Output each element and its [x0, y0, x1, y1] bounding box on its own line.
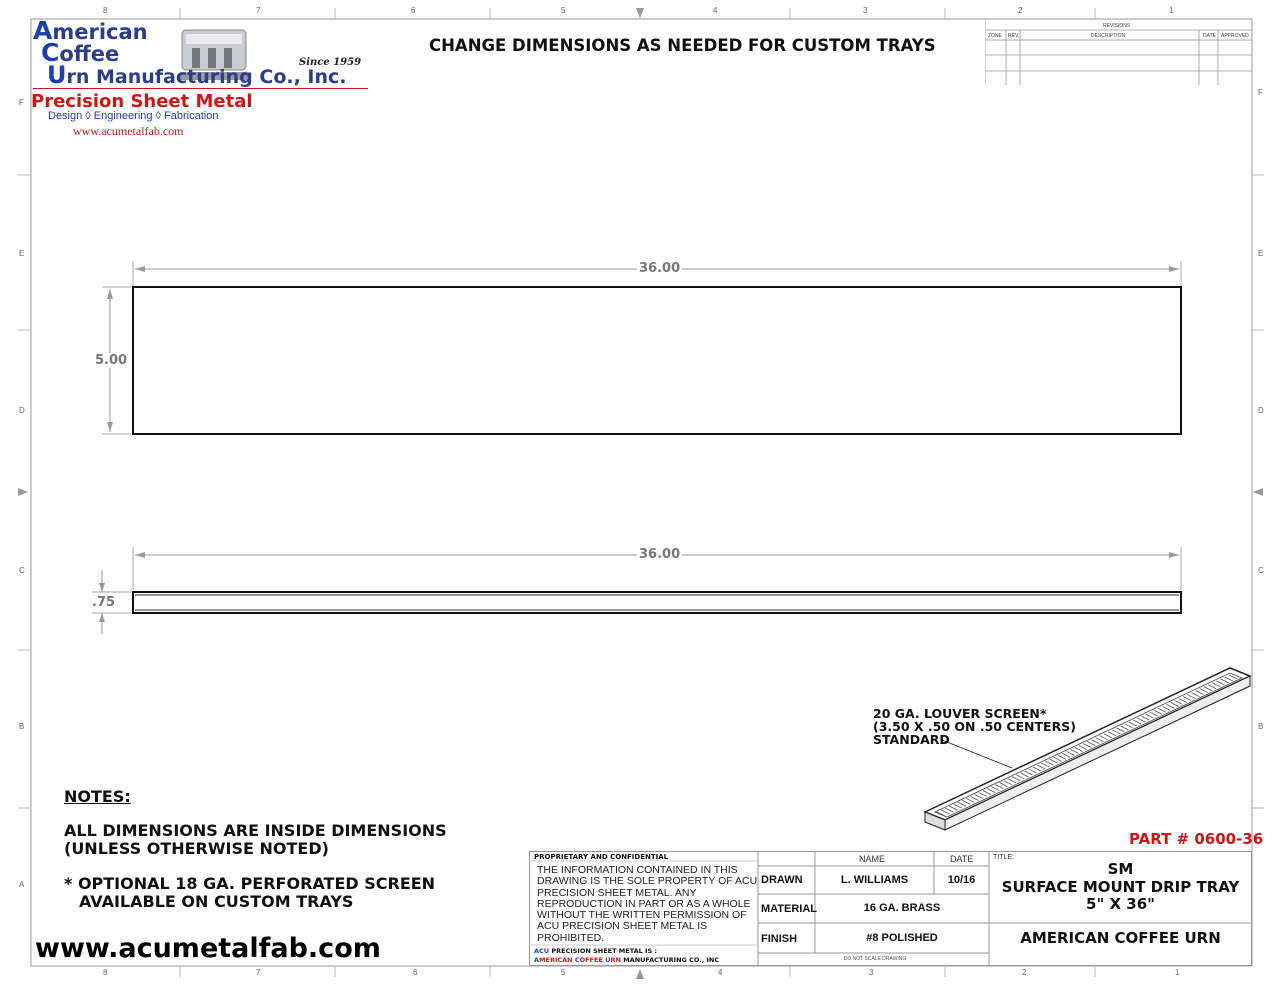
notes-line4: AVAILABLE ON CUSTOM TRAYS [79, 892, 354, 911]
top-width-dimension: 5.00 [95, 353, 128, 368]
logo-url: www.acumetalfab.com [73, 124, 184, 138]
zone-label: 2 [1018, 6, 1023, 15]
part-number: PART # 0600-36 [1129, 830, 1264, 848]
zone-label: 3 [863, 6, 868, 15]
drawn-label: DRAWN [761, 874, 803, 886]
logo-cap-c: C [41, 38, 60, 67]
company-part-g: MANUFACTURING CO., INC [620, 956, 720, 964]
material-value: 16 GA. BRASS [863, 902, 941, 914]
rev-col-date: DATE [1203, 33, 1216, 39]
notes-block [64, 788, 447, 911]
zone-label: F [19, 98, 24, 107]
logo-services: Design ◊ Engineering ◊ Fabrication [48, 110, 219, 122]
zone-label: C [1258, 566, 1264, 575]
zone-label: F [1258, 88, 1263, 97]
zone-label: 4 [713, 6, 718, 15]
zone-label: D [19, 406, 25, 415]
drawing-title [989, 861, 1252, 914]
zone-label: E [1258, 249, 1264, 258]
logo-cap-u: U [47, 61, 67, 89]
logo-since: Since 1959 [299, 57, 362, 68]
company-cap-c: C [574, 956, 580, 964]
rev-col-approved: APPROVED [1221, 33, 1249, 39]
zone-label: 4 [718, 968, 723, 977]
louver-callout [873, 707, 1076, 746]
zone-label: 1 [1175, 968, 1180, 977]
company-line [534, 956, 719, 964]
zone-label: 8 [103, 6, 108, 15]
title-label: TITLE: [993, 854, 1015, 861]
company-cap-a: A [534, 956, 540, 964]
material-label: MATERIAL [761, 903, 818, 915]
zone-label: 6 [411, 6, 416, 15]
zone-label: 8 [103, 968, 108, 977]
notes-line2: (UNLESS OTHERWISE NOTED) [64, 839, 329, 858]
zone-label: B [19, 722, 25, 731]
company-name: AMERICAN COFFEE URN [1020, 929, 1221, 947]
callout-line2: (3.50 X .50 ON .50 CENTERS) [873, 719, 1076, 734]
rev-col-rev: REV. [1008, 33, 1020, 39]
zone-label: 5 [561, 6, 566, 15]
title-line1: SM [1107, 860, 1134, 878]
company-part-d: OFFEE [579, 956, 606, 964]
revisions-title: REVISIONS [1103, 23, 1131, 29]
rev-col-zone: ZONE [988, 33, 1002, 39]
company-part-f: RN [610, 956, 621, 964]
footer-url: www.acumetalfab.com [35, 933, 381, 964]
acu-text: PRECISION SHEET METAL IS : [549, 947, 658, 955]
zone-label: E [19, 249, 25, 258]
zone-label: 3 [869, 968, 874, 977]
zone-label: 7 [256, 968, 261, 977]
zone-label: C [19, 566, 25, 575]
company-cap-u: U [605, 956, 611, 964]
side-height-dimension: .75 [92, 595, 116, 610]
side-length-dimension: 36.00 [639, 547, 681, 562]
zone-label: 1 [1169, 6, 1174, 15]
callout-line3: STANDARD [873, 732, 950, 747]
company-part-b: MERICAN [539, 956, 575, 964]
page-title: CHANGE DIMENSIONS AS NEEDED FOR CUSTOM TRAYS [429, 36, 936, 55]
zone-label: A [19, 880, 25, 889]
name-header: NAME [859, 854, 886, 864]
logo-brand: Precision Sheet Metal [31, 91, 253, 112]
logo-cap-a: A [33, 16, 53, 45]
acu-line [534, 947, 657, 955]
drawn-date: 10/16 [947, 874, 976, 886]
zone-label: B [1258, 722, 1264, 731]
notes-line1: ALL DIMENSIONS ARE INSIDE DIMENSIONS [64, 821, 447, 840]
proprietary-text: THE INFORMATION CONTAINED IN THIS DRAWING IS THE SOLE PROPERTY OF ACU PRECISION SHEET METAL. ANY REPRODUCTION IN PART OR AS A WHOLE WITHOUT THE WRITTEN PERMISSION OF ACU PRECISION SHEET METAL IS PROHIBITED. [537, 864, 758, 944]
drawn-name: L. WILLIAMS [840, 874, 909, 886]
finish-value: #8 POLISHED [866, 932, 938, 944]
zone-label: 6 [413, 968, 418, 977]
logo-line2: offee [59, 42, 120, 66]
title-block [529, 851, 1252, 966]
acu-abbrev: ACU [534, 947, 550, 955]
title-line2: SURFACE MOUNT DRIP TRAY [1001, 877, 1240, 896]
scale-note: DO NOT SCALE DRAWING [843, 956, 907, 962]
rev-col-description: DESCRIPTION [1091, 33, 1126, 39]
proprietary-heading: PROPRIETARY AND CONFIDENTIAL [534, 853, 669, 861]
date-header: DATE [950, 854, 974, 864]
finish-label: FINISH [761, 933, 798, 945]
zone-label: 2 [1022, 968, 1027, 977]
zone-label: 7 [256, 6, 261, 15]
callout-line1: 20 GA. LOUVER SCREEN* [873, 706, 1047, 721]
notes-line3: * OPTIONAL 18 GA. PERFORATED SCREEN [64, 874, 436, 893]
logo-line1: merican [52, 20, 148, 44]
zone-label: 5 [561, 968, 566, 977]
title-line3: 5" X 36" [1086, 895, 1155, 913]
top-length-dimension: 36.00 [639, 261, 681, 276]
zone-label: D [1258, 406, 1264, 415]
logo-line3: rn Manufacturing Co., Inc. [66, 66, 347, 88]
notes-heading: NOTES: [64, 787, 131, 806]
